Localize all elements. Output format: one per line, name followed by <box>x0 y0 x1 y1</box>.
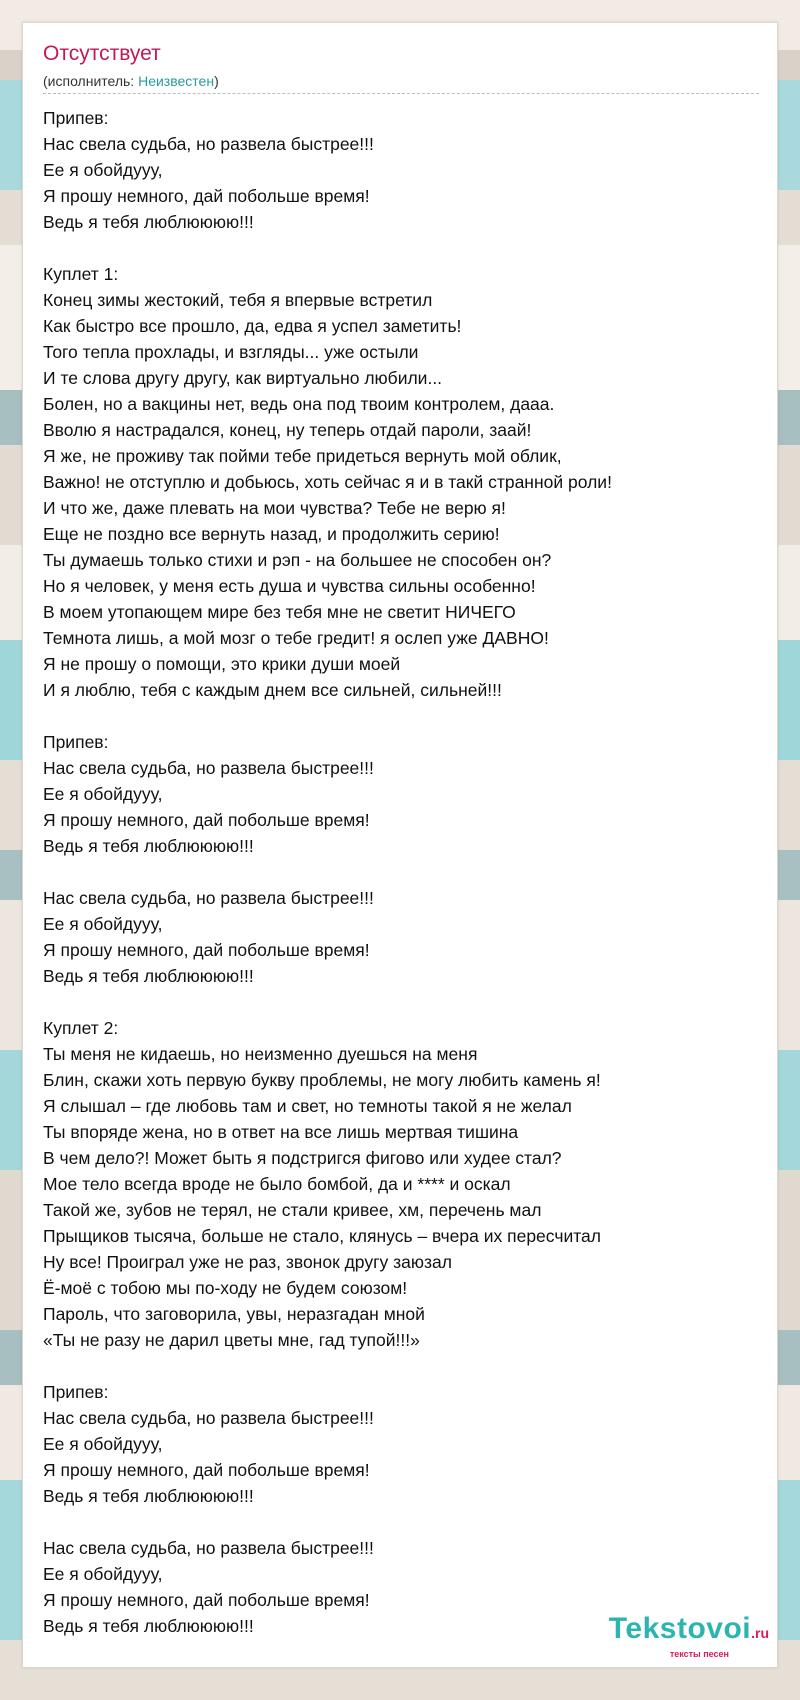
logo-name: Tekstovoi <box>608 1612 752 1645</box>
lyrics-line: Припев: <box>43 1382 109 1402</box>
lyrics-line: Ведь я тебя люблюююю!!! <box>43 836 254 856</box>
lyrics-line: Ее я обойдууу, <box>43 784 163 804</box>
lyrics-line: Я прошу немного, дай побольше время! <box>43 810 370 830</box>
lyrics-line: Ведь я тебя люблюююю!!! <box>43 1616 254 1636</box>
lyrics-line: Я прошу немного, дай побольше время! <box>43 186 370 206</box>
lyrics-blank-line <box>43 989 759 1015</box>
lyrics-line: Конец зимы жестокий, тебя я впервые встретил <box>43 290 433 310</box>
lyrics-line: Такой же, зубов не терял, не стали кривее, хм, перечень мал <box>43 1200 542 1220</box>
artist-link[interactable]: Неизвестен <box>138 73 215 89</box>
lyrics-line: Ё-моё с тобою мы по-ходу не будем союзом! <box>43 1278 408 1298</box>
lyrics-line: Важно! не отступлю и добьюсь, хоть сейчас я и в такй странной роли! <box>43 472 612 492</box>
song-title: Отсутствует <box>43 42 161 65</box>
lyrics-text <box>43 105 759 1639</box>
artist-prefix: (исполнитель: <box>43 73 139 89</box>
lyrics-line: И те слова другу другу, как виртуально любили... <box>43 368 443 388</box>
lyrics-line: В чем дело?! Может быть я подстригся фигово или худее стал? <box>43 1148 562 1168</box>
lyrics-blank-line <box>43 703 759 729</box>
lyrics-line: Я прошу немного, дай побольше время! <box>43 940 370 960</box>
lyrics-line: Ее я обойдууу, <box>43 160 163 180</box>
lyrics-blank-line <box>43 235 759 261</box>
lyrics-line: Но я человек, у меня есть душа и чувства сильны особенно! <box>43 576 536 596</box>
lyrics-line: Вволю я настрадался, конец, ну теперь отдай пароли, заай! <box>43 420 532 440</box>
lyrics-blank-line <box>43 1353 759 1379</box>
artist-line <box>43 73 219 89</box>
lyrics-line: Нас свела судьба, но развела быстрее!!! <box>43 1538 374 1558</box>
lyrics-line: Куплет 1: <box>43 264 119 284</box>
lyrics-line: Мое тело всегда вроде не было бомбой, да и **** и оскал <box>43 1174 511 1194</box>
lyrics-line: Ее я обойдууу, <box>43 1434 163 1454</box>
lyrics-line: Припев: <box>43 108 109 128</box>
lyrics-line: Ее я обойдууу, <box>43 914 163 934</box>
lyrics-line: Ведь я тебя люблюююю!!! <box>43 1486 254 1506</box>
lyrics-line: Нас свела судьба, но развела быстрее!!! <box>43 888 374 908</box>
site-logo[interactable] <box>609 1614 769 1659</box>
lyrics-line: Болен, но а вакцины нет, ведь она под твоим контролем, дааа. <box>43 394 555 414</box>
lyrics-line: Того тепла прохлады, и взгляды... уже остыли <box>43 342 419 362</box>
lyrics-line: Темнота лишь, а мой мозг о тебе гредит! я ослеп уже ДАВНО! <box>43 628 549 648</box>
lyrics-line: Блин, скажи хоть первую букву проблемы, не могу любить камень я! <box>43 1070 601 1090</box>
lyrics-line: Как быстро все прошло, да, едва я успел заметить! <box>43 316 462 336</box>
title-divider <box>43 93 759 94</box>
lyrics-line: Ее я обойдууу, <box>43 1564 163 1584</box>
lyrics-line: И я люблю, тебя с каждым днем все сильней, сильней!!! <box>43 680 502 700</box>
lyrics-line: Я прошу немного, дай побольше время! <box>43 1460 370 1480</box>
lyrics-line: Я не прошу о помощи, это крики души моей <box>43 654 401 674</box>
lyrics-line: В моем утопающем мире без тебя мне не светит НИЧЕГО <box>43 602 516 622</box>
lyrics-line: Ведь я тебя люблюююю!!! <box>43 966 254 986</box>
lyrics-blank-line <box>43 859 759 885</box>
lyrics-blank-line <box>43 1509 759 1535</box>
lyrics-line: Ведь я тебя люблюююю!!! <box>43 212 254 232</box>
lyrics-line: Припев: <box>43 732 109 752</box>
lyrics-line: Нас свела судьба, но развела быстрее!!! <box>43 134 374 154</box>
lyrics-line: Прыщиков тысяча, больше не стало, клянусь – вчера их пересчитал <box>43 1226 602 1246</box>
lyrics-line: Куплет 2: <box>43 1018 119 1038</box>
lyrics-line: Еще не поздно все вернуть назад, и продолжить серию! <box>43 524 500 544</box>
lyrics-line: Я прошу немного, дай побольше время! <box>43 1590 370 1610</box>
logo-tld: .ru <box>751 1625 769 1641</box>
artist-suffix: ) <box>214 73 219 89</box>
lyrics-line: Ты думаешь только стихи и рэп - на большее не способен он? <box>43 550 552 570</box>
lyrics-line: Я же, не проживу так пойми тебе придеться вернуть мой облик, <box>43 446 562 466</box>
lyrics-line: Ты впоряде жена, но в ответ на все лишь мертвая тишина <box>43 1122 519 1142</box>
lyrics-line: И что же, даже плевать на мои чувства? Тебе не верю я! <box>43 498 506 518</box>
lyrics-line: Нас свела судьба, но развела быстрее!!! <box>43 758 374 778</box>
lyrics-line: Нас свела судьба, но развела быстрее!!! <box>43 1408 374 1428</box>
lyrics-line: Пароль, что заговорила, увы, неразгадан мной <box>43 1304 425 1324</box>
lyrics-line: «Ты не разу не дарил цветы мне, гад тупой!!!» <box>43 1330 420 1350</box>
lyrics-card <box>22 22 778 1668</box>
lyrics-line: Ну все! Проиграл уже не раз, звонок другу заюзал <box>43 1252 452 1272</box>
logo-tagline: тексты песен <box>669 1649 729 1659</box>
lyrics-line: Я слышал – где любовь там и свет, но темноты такой я не желал <box>43 1096 572 1116</box>
lyrics-line: Ты меня не кидаешь, но неизменно дуешься на меня <box>43 1044 478 1064</box>
